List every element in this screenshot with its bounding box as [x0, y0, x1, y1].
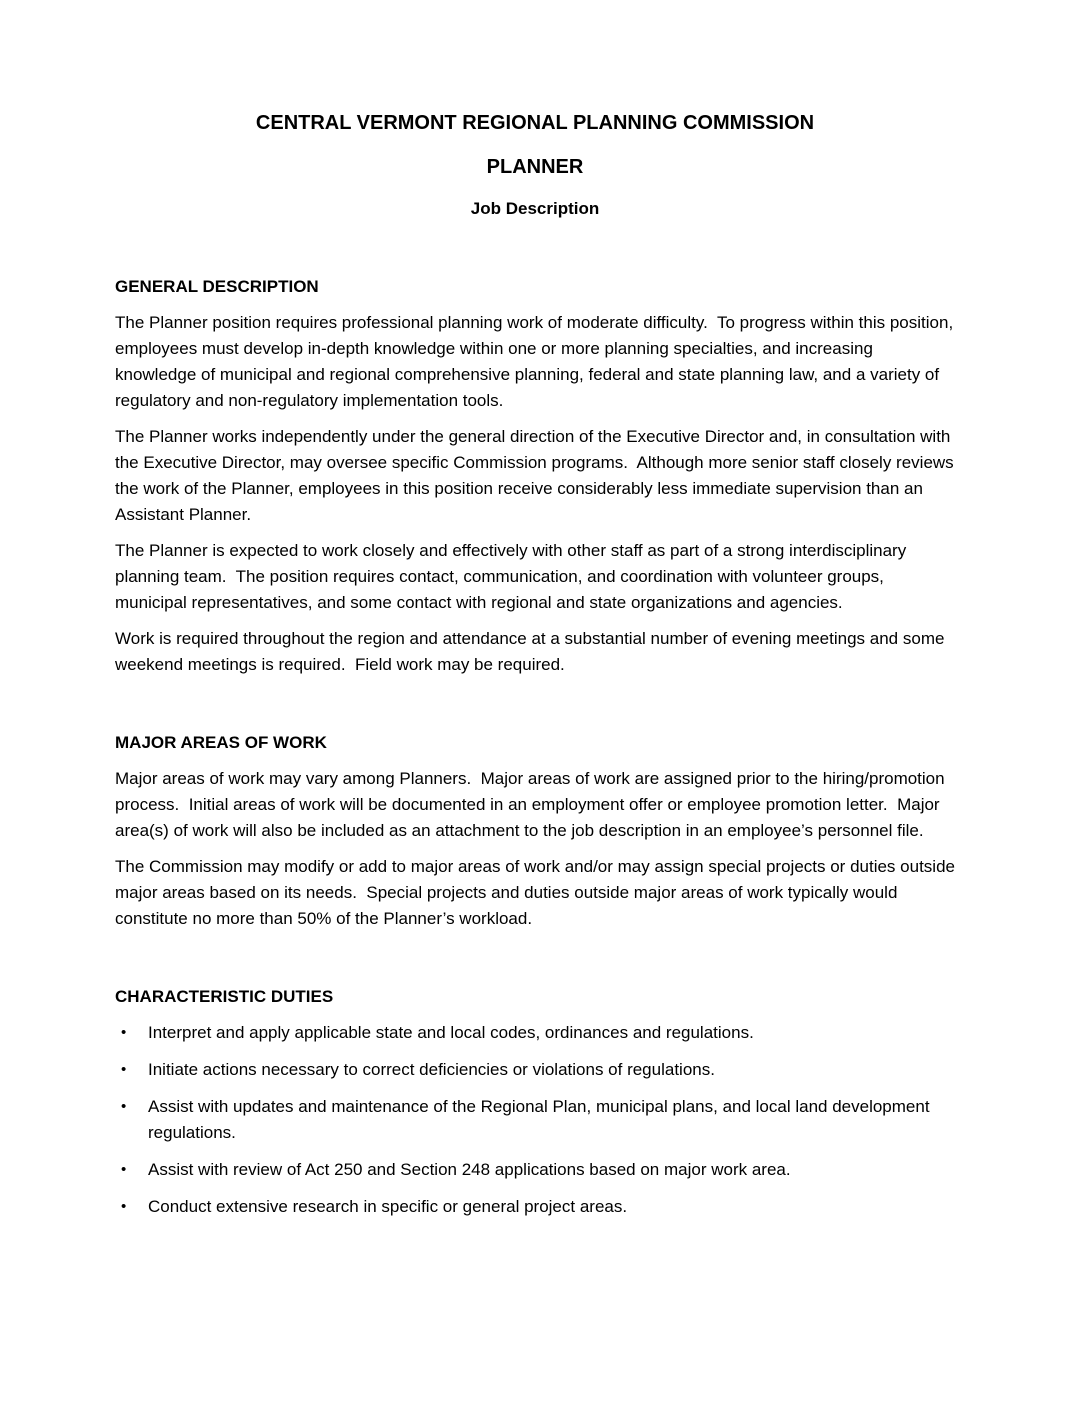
- list-item-text: Conduct extensive research in specific or general project areas.: [148, 1197, 628, 1216]
- bullet-icon: •: [121, 1161, 127, 1178]
- duties-list: [115, 1020, 955, 1220]
- section-characteristic-duties: [115, 984, 955, 1220]
- list-item: [115, 1194, 955, 1220]
- list-item-text: Assist with updates and maintenance of the Regional Plan, municipal plans, and local land development regulations.: [148, 1097, 930, 1142]
- list-item: [115, 1157, 955, 1183]
- document-title: CENTRAL VERMONT REGIONAL PLANNING COMMISSION: [255, 112, 815, 134]
- bullet-icon: •: [121, 1098, 127, 1115]
- paragraph: The Commission may modify or add to major areas of work and/or may assign special projects or duties outside major areas based on its needs. Special projects and duties outside major areas of work typically would constitute no more than 50% of the Planner’s workload.: [115, 857, 960, 928]
- list-item-text: Assist with review of Act 250 and Section 248 applications based on major work area.: [148, 1160, 791, 1179]
- section-heading: CHARACTERISTIC DUTIES: [115, 987, 334, 1006]
- paragraph: Major areas of work may vary among Planners. Major areas of work are assigned prior to the hiring/promotion process. Initial areas of work will be documented in an employment offer or employee promotion letter. Major area(s) of work will also be included as an attachment to the job description in an employee’s personnel file.: [115, 769, 950, 840]
- bullet-icon: •: [121, 1061, 127, 1078]
- bullet-icon: •: [121, 1024, 127, 1041]
- section-heading: GENERAL DESCRIPTION: [115, 277, 319, 296]
- paragraph: The Planner works independently under the general direction of the Executive Director and, in consultation with the Executive Director, may oversee specific Commission programs. Although more senior staff closely reviews the work of the Planner, employees in this position receive considerably less immediate supervision than an Assistant Planner.: [115, 427, 959, 524]
- document-type-label: Job Description: [470, 199, 600, 218]
- document-subtitle: PLANNER: [486, 156, 584, 178]
- paragraph: The Planner is expected to work closely and effectively with other staff as part of a strong interdisciplinary planning team. The position requires contact, communication, and coordination with volunteer groups, municipal representatives, and some contact with regional and state organizations and agencies.: [115, 541, 911, 612]
- list-item: [115, 1094, 955, 1146]
- list-item-text: Initiate actions necessary to correct deficiencies or violations of regulations.: [148, 1060, 715, 1079]
- list-item: [115, 1057, 955, 1083]
- section-major-areas-of-work: [115, 730, 960, 932]
- paragraph: Work is required throughout the region and attendance at a substantial number of evening meetings and some weekend meetings is required. Field work may be required.: [115, 629, 950, 674]
- section-heading: MAJOR AREAS OF WORK: [115, 733, 327, 752]
- bullet-icon: •: [121, 1198, 127, 1215]
- section-general-description: [115, 274, 959, 678]
- paragraph: The Planner position requires professional planning work of moderate difficulty. To progress within this position, employees must develop in-depth knowledge within one or more planning specialties, and increasing knowledge of municipal and regional comprehensive planning, federal and state planning law, and a variety of regulatory and non-regulatory implementation tools.: [115, 313, 958, 410]
- list-item: [115, 1020, 955, 1046]
- list-item-text: Interpret and apply applicable state and local codes, ordinances and regulations.: [148, 1023, 754, 1042]
